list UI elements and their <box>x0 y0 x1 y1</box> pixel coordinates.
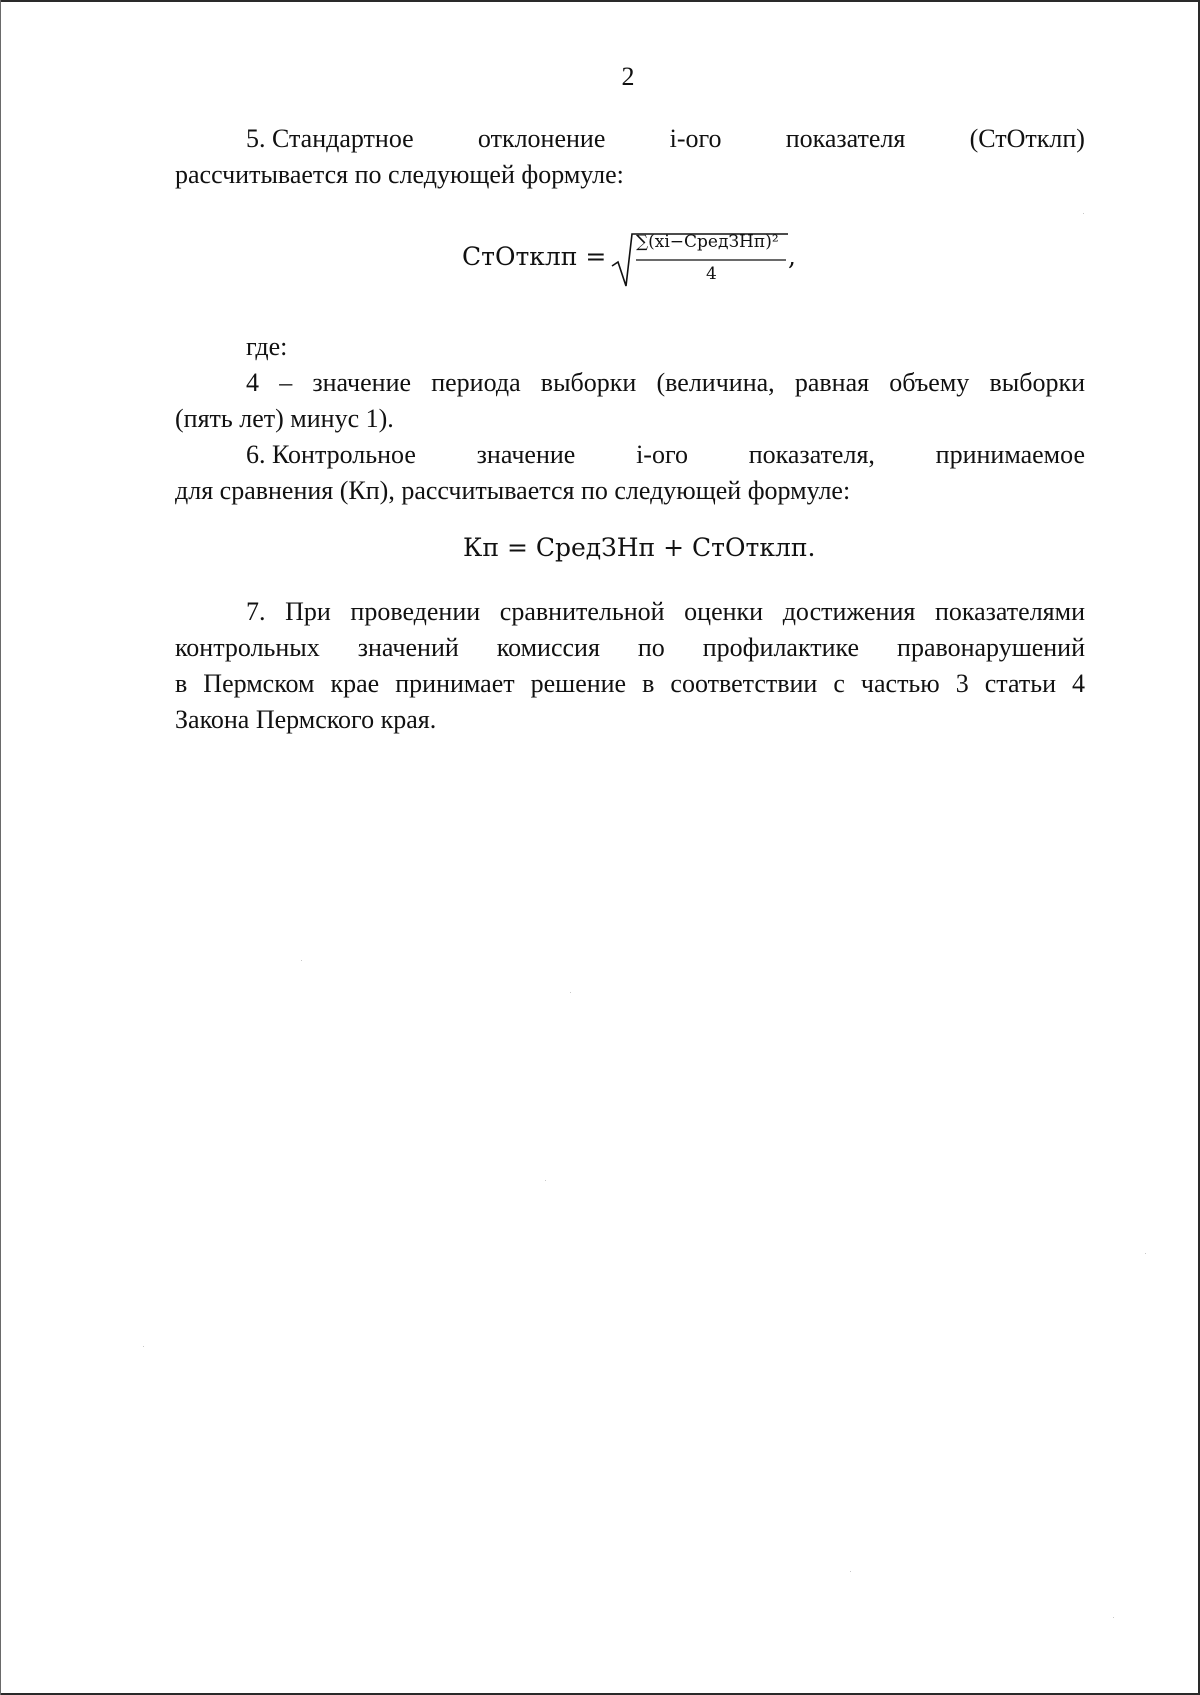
paragraph-7-line-2: контрольных значений комиссия по профилактике правонарушений <box>175 633 1085 662</box>
scan-speck <box>570 992 571 993</box>
paragraph-5-line-1 <box>175 121 1085 157</box>
word: 5. Стандартное <box>246 124 414 153</box>
scan-speck <box>1145 1253 1146 1254</box>
word: i-ого <box>669 124 722 153</box>
word: отклонение <box>477 124 606 153</box>
scan-speck <box>545 1180 546 1181</box>
where-label: где: <box>246 332 288 361</box>
scan-border-top <box>0 0 1200 2</box>
paragraph-6 <box>175 437 1085 509</box>
paragraph-7-line-4: Закона Пермского края. <box>175 705 437 734</box>
formula-denominator: 4 <box>706 264 717 284</box>
paragraph-6-line-2: для сравнения (Кп), рассчитывается по следующей формуле: <box>175 476 851 505</box>
formula-numerator: ∑(xi−СредЗНп)² <box>636 232 779 252</box>
control-value-formula: Кп = СредЗНп + СтОтклп. <box>463 533 816 562</box>
paragraph-6-line-1 <box>175 437 1085 473</box>
page-number: 2 <box>621 62 635 91</box>
scan-speck <box>301 960 302 961</box>
scan-speck <box>1113 1617 1114 1618</box>
formula-lhs: СтОтклп = <box>462 242 607 271</box>
formula-comma: , <box>788 242 796 271</box>
paragraph-7 <box>175 594 1085 738</box>
paragraph-where-note <box>175 365 1085 437</box>
where-note-line-2: (пять лет) минус 1). <box>175 404 394 433</box>
word: 6. Контрольное <box>246 440 416 469</box>
word: показателя <box>785 124 906 153</box>
where-note-line-1: 4 – значение периода выборки (величина, равная объему выборки <box>246 368 1085 397</box>
word: (СтОтклп) <box>969 124 1085 153</box>
paragraph-7-line-3: в Пермском крае принимает решение в соответствии с частью 3 статьи 4 <box>175 669 1085 698</box>
word: значение <box>476 440 576 469</box>
word: принимаемое <box>935 440 1085 469</box>
scan-speck <box>850 1571 851 1572</box>
scan-speck <box>143 1346 144 1347</box>
word: показателя, <box>748 440 875 469</box>
scan-border-left <box>0 0 1 1695</box>
paragraph-5-line-2: рассчитывается по следующей формуле: <box>175 160 624 189</box>
scan-speck <box>1083 213 1084 214</box>
paragraph-5 <box>175 121 1085 193</box>
word: i-ого <box>636 440 688 469</box>
paragraph-7-line-1: 7. При проведении сравнительной оценки достижения показателями <box>246 597 1085 626</box>
